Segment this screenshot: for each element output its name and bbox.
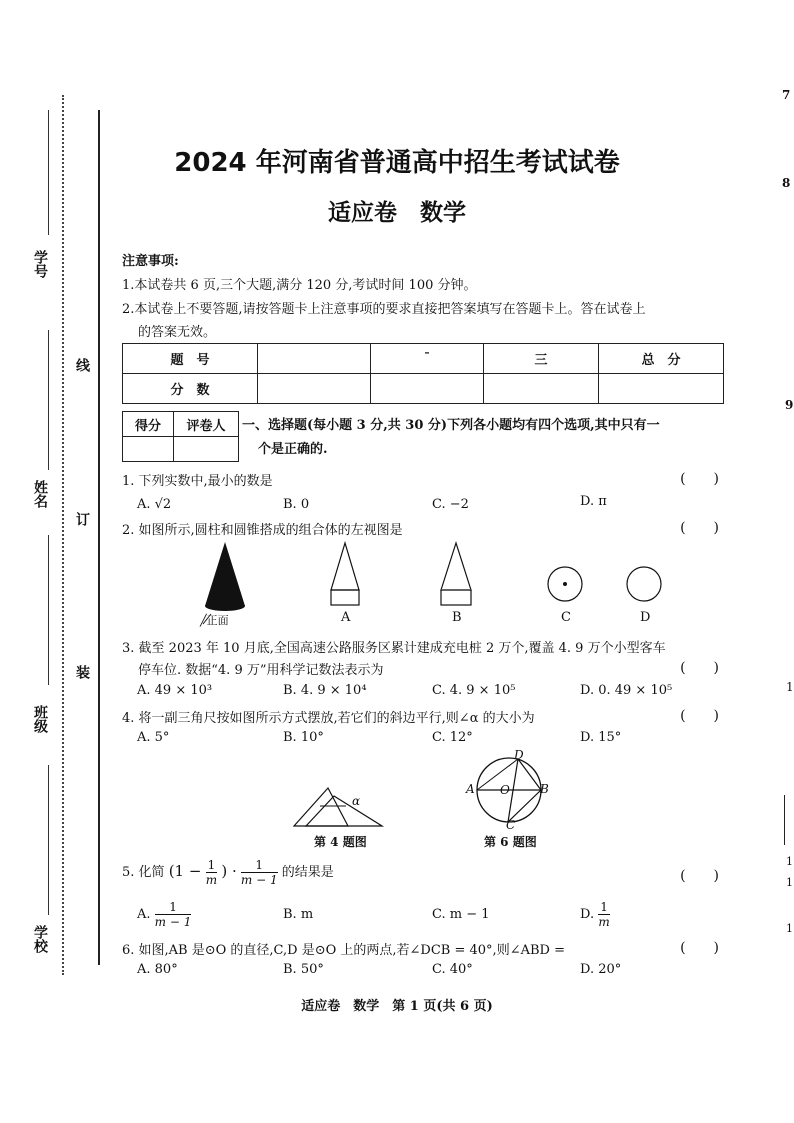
frac-num: 1 xyxy=(207,858,216,872)
notice-item-2-line2: 的答案无效。 xyxy=(138,325,217,340)
score-table-row xyxy=(123,344,724,374)
grader-name-label: 评卷人 xyxy=(174,412,239,437)
option-a: A. 49 × 10³ xyxy=(137,683,213,698)
option-c: C. 40° xyxy=(432,962,473,977)
front-view-label: ╱正面 xyxy=(200,614,229,627)
option-a-label: A. xyxy=(137,907,151,922)
frac-num: 1 xyxy=(155,900,192,915)
option-d: D. π xyxy=(580,494,607,509)
score-cell: ˉ xyxy=(371,344,484,374)
edge-bracket xyxy=(784,795,793,845)
edge-mark: 8 xyxy=(782,176,791,190)
score-cell xyxy=(258,374,371,404)
edge-mark: 7 xyxy=(782,88,791,102)
figure-4-triangles xyxy=(290,780,390,832)
score-cell xyxy=(599,374,724,404)
score-cell: 题 号 xyxy=(123,344,258,374)
option-c: C. m − 1 xyxy=(432,907,490,922)
frac-num: 1 xyxy=(241,858,278,873)
page-subtitle: 适应卷 数学 xyxy=(328,200,466,226)
alpha-label: α xyxy=(352,794,361,808)
option-d-label: D. xyxy=(580,907,595,922)
notice-heading: 注意事项: xyxy=(122,254,179,269)
grader-name-blank xyxy=(174,437,239,462)
label-school: 学校 xyxy=(32,925,48,953)
option-b: B. 10° xyxy=(283,730,324,745)
frac-den: m − 1 xyxy=(240,873,278,887)
edge-mark: 1 xyxy=(786,855,793,868)
margin-line-outer xyxy=(62,95,64,975)
option-b: B. 50° xyxy=(283,962,324,977)
fraction-1-over-m xyxy=(206,858,218,887)
option-d-figure xyxy=(627,567,661,601)
option-a: A. 80° xyxy=(137,962,178,977)
option-c: C. 4. 9 × 10⁵ xyxy=(432,683,516,698)
option-b-figure xyxy=(441,543,471,605)
score-cell: 三 xyxy=(484,344,599,374)
page-footer: 适应卷 数学 第 1 页(共 6 页) xyxy=(301,999,493,1014)
question-3-stem-cont: 停车位. 数据“4. 9 万”用科学记数法表示为 xyxy=(138,663,384,678)
answer-blank: ( ) xyxy=(680,940,719,956)
option-c-figure xyxy=(548,567,582,601)
point-d-label: D xyxy=(514,748,524,762)
option-a xyxy=(137,900,191,929)
frac-den: m − 1 xyxy=(154,915,192,929)
notice-item-1: 1.本试卷共 6 页,三个大题,满分 120 分,考试时间 100 分钟。 xyxy=(122,278,477,293)
option-c: C. −2 xyxy=(432,497,469,512)
section-heading: 一、选择题(每小题 3 分,共 30 分)下列各小题均有四个选项,其中只有一 xyxy=(242,418,660,433)
grader-table xyxy=(122,411,239,462)
question-4-stem: 4. 将一副三角尺按如图所示方式摆放,若它们的斜边平行,则∠α 的大小为 xyxy=(122,711,535,726)
score-table-row xyxy=(123,374,724,404)
point-o-label: O xyxy=(500,783,510,797)
expr-close: ) · xyxy=(221,862,237,880)
option-b: B. 4. 9 × 10⁴ xyxy=(283,683,367,698)
page-title: 2024 年河南省普通高中招生考试试卷 xyxy=(174,148,620,178)
point-a-label: A xyxy=(466,782,475,796)
option-c: C. 12° xyxy=(432,730,473,745)
option-d-fraction xyxy=(598,900,610,929)
score-cell xyxy=(484,374,599,404)
question-6-stem: 6. 如图,AB 是⊙O 的直径,C,D 是⊙O 上的两点,若∠DCB = 40°,则∠ABD = xyxy=(122,943,565,958)
edge-mark: 1 xyxy=(786,876,793,889)
option-a-figure xyxy=(331,543,359,605)
option-a-fraction xyxy=(155,900,192,929)
expr-open: (1 − xyxy=(168,862,202,880)
option-c-label: C xyxy=(561,610,571,625)
question-3-stem: 3. 截至 2023 年 10 月底,全国高速公路服务区累计建成充电桩 2 万个,覆盖 4. 9 万个小型客车 xyxy=(122,641,666,656)
option-a-label: A xyxy=(341,610,351,625)
score-cell: 总 分 xyxy=(599,344,724,374)
score-cell xyxy=(258,344,371,374)
option-b-label: B xyxy=(452,610,462,625)
frac-den: m xyxy=(205,873,218,887)
edge-mark: 1 xyxy=(786,922,793,935)
edge-mark: 1 xyxy=(786,680,794,694)
option-a: A. 5° xyxy=(137,730,170,745)
label-zhuang: 装 xyxy=(74,665,90,679)
section-heading-cont: 个是正确的. xyxy=(258,442,328,457)
option-a: A. √2 xyxy=(137,497,172,512)
answer-blank: ( ) xyxy=(680,868,719,884)
option-d: D. 20° xyxy=(580,962,622,977)
question-5-prefix: 5. 化简 xyxy=(122,865,165,880)
option-d-label: D xyxy=(640,610,651,625)
question-2-stem: 2. 如图所示,圆柱和圆锥搭成的组合体的左视图是 xyxy=(122,523,403,538)
label-class: 班级 xyxy=(32,705,48,733)
option-d xyxy=(580,900,610,929)
figure-6-caption: 第 6 题图 xyxy=(484,835,537,849)
option-b: B. m xyxy=(283,907,314,922)
score-cell xyxy=(371,374,484,404)
edge-mark: 9 xyxy=(785,398,794,412)
figure-4-caption: 第 4 题图 xyxy=(314,835,367,849)
blank-school xyxy=(48,765,49,915)
score-table xyxy=(122,343,724,404)
answer-blank: ( ) xyxy=(680,471,719,487)
blank-class xyxy=(48,535,49,685)
frac-den: m xyxy=(598,915,610,929)
question-2-figures xyxy=(195,540,675,628)
option-d: D. 0. 49 × 10⁵ xyxy=(580,683,673,698)
label-student-no: 学号 xyxy=(32,250,48,278)
label-ding: 订 xyxy=(74,512,90,526)
frac-num: 1 xyxy=(600,900,608,914)
question-5-suffix: 的结果是 xyxy=(281,865,334,880)
question-1-stem: 1. 下列实数中,最小的数是 xyxy=(122,474,273,489)
answer-blank: ( ) xyxy=(680,520,719,536)
label-line: 线 xyxy=(74,358,90,372)
label-name: 姓名 xyxy=(32,480,48,508)
answer-blank: ( ) xyxy=(680,660,719,676)
margin-line-inner xyxy=(98,110,100,965)
point-c-label: C xyxy=(506,818,516,832)
point-b-label: B xyxy=(540,782,549,796)
notice-item-2-line1: 2.本试卷上不要答题,请按答题卡上注意事项的要求直接把答案填写在答题卡上。答在试卷上 xyxy=(122,302,646,317)
answer-blank: ( ) xyxy=(680,708,719,724)
option-b: B. 0 xyxy=(283,497,310,512)
fraction-1-over-m-minus-1 xyxy=(241,858,278,887)
blank-name xyxy=(48,330,49,470)
grader-score-blank xyxy=(123,437,174,462)
question-5-stem xyxy=(122,858,334,887)
option-d: D. 15° xyxy=(580,730,622,745)
score-cell: 分 数 xyxy=(123,374,258,404)
grader-score-label: 得分 xyxy=(123,412,174,437)
